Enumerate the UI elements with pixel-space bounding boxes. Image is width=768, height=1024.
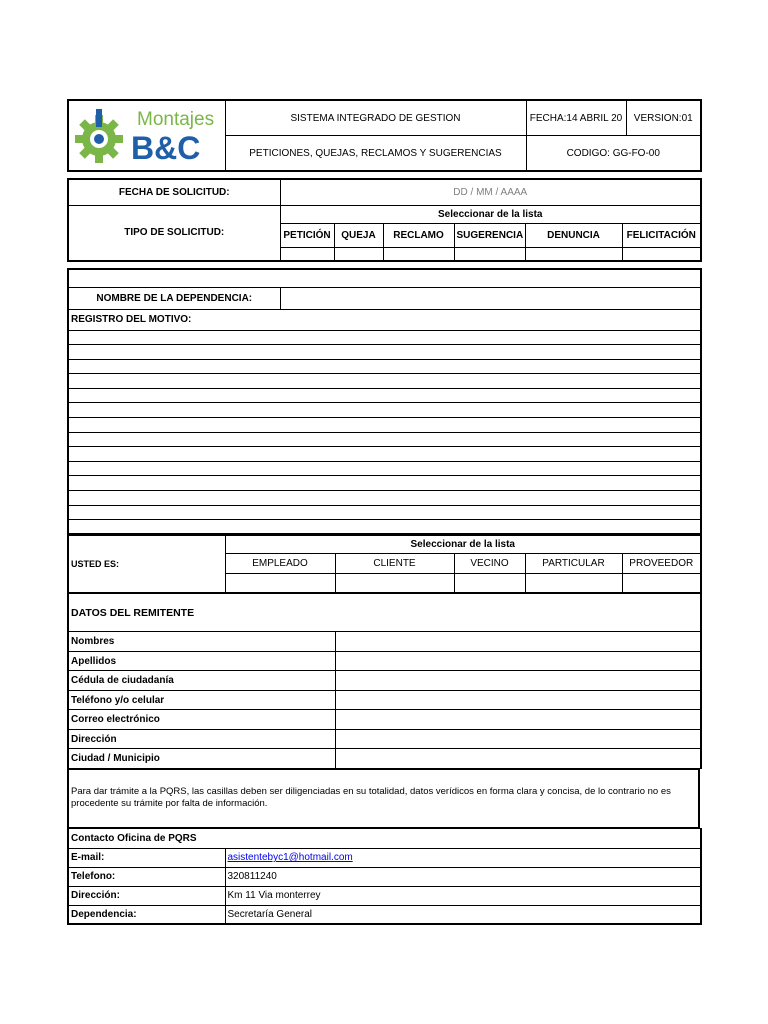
logo bbox=[68, 100, 225, 171]
remitente-table bbox=[67, 593, 702, 769]
motivo-line[interactable] bbox=[68, 418, 701, 433]
motivo-line[interactable] bbox=[68, 476, 701, 491]
motivo-label: REGISTRO DEL MOTIVO: bbox=[68, 309, 701, 330]
motivo-line[interactable] bbox=[68, 447, 701, 462]
tipo-option-peticion[interactable]: PETICIÓN bbox=[280, 223, 334, 247]
form-title: PETICIONES, QUEJAS, RECLAMOS Y SUGERENCIAS bbox=[225, 136, 526, 172]
tipo-check-felicitacion[interactable] bbox=[622, 247, 701, 261]
tipo-option-felicitacion[interactable]: FELICITACIÓN bbox=[622, 223, 701, 247]
header-table bbox=[67, 99, 702, 172]
contacto-direccion-value: Km 11 Via monterrey bbox=[225, 886, 701, 905]
remitente-field-label: Ciudad / Municipio bbox=[68, 749, 335, 769]
dependencia-table bbox=[67, 268, 702, 535]
usted-option-empleado[interactable]: EMPLEADO bbox=[225, 554, 335, 574]
remitente-field-label: Dirección bbox=[68, 729, 335, 749]
usted-check-empleado[interactable] bbox=[225, 574, 335, 593]
tipo-check-sugerencia[interactable] bbox=[454, 247, 525, 261]
motivo-line[interactable] bbox=[68, 432, 701, 447]
usted-check-particular[interactable] bbox=[525, 574, 622, 593]
remitente-field-label: Nombres bbox=[68, 632, 335, 652]
notice-text: Para dar trámite a la PQRS, las casillas deben ser diligenciadas en su totalidad, datos verídicos en forma clara y concisa, de lo contrario no es procedente su trámite por falta de información. bbox=[68, 769, 699, 827]
usted-check-vecino[interactable] bbox=[454, 574, 525, 593]
tipo-select-label: Seleccionar de la lista bbox=[280, 205, 701, 223]
dependencia-input[interactable] bbox=[280, 287, 701, 309]
motivo-line[interactable] bbox=[68, 520, 701, 535]
tipo-check-peticion[interactable] bbox=[280, 247, 334, 261]
usted-option-particular[interactable]: PARTICULAR bbox=[525, 554, 622, 574]
contacto-email-link[interactable]: asistentebyc1@hotmail.com bbox=[227, 852, 353, 864]
tipo-solicitud-label: TIPO DE SOLICITUD: bbox=[68, 205, 280, 261]
motivo-line[interactable] bbox=[68, 345, 701, 360]
remitente-field-input[interactable] bbox=[335, 632, 701, 652]
tipo-option-queja[interactable]: QUEJA bbox=[334, 223, 383, 247]
contacto-direccion-label: Dirección: bbox=[68, 886, 225, 905]
motivo-line[interactable] bbox=[68, 491, 701, 506]
contacto-email-label: E-mail: bbox=[68, 848, 225, 867]
motivo-line[interactable] bbox=[68, 374, 701, 389]
remitente-rows bbox=[68, 632, 701, 769]
motivo-line[interactable] bbox=[68, 388, 701, 403]
codigo-label: CODIGO: GG-FO-00 bbox=[526, 136, 701, 172]
usted-check-proveedor[interactable] bbox=[622, 574, 701, 593]
remitente-field-input[interactable] bbox=[335, 690, 701, 710]
gear-logo-icon bbox=[69, 101, 224, 167]
version-label: VERSION:01 bbox=[626, 100, 701, 136]
pqrs-form bbox=[67, 99, 700, 925]
spacer-row bbox=[68, 269, 701, 287]
tipo-option-reclamo[interactable]: RECLAMO bbox=[383, 223, 454, 247]
remitente-field-label: Apellidos bbox=[68, 651, 335, 671]
contacto-title: Contacto Oficina de PQRS bbox=[68, 828, 701, 848]
tipo-check-reclamo[interactable] bbox=[383, 247, 454, 261]
remitente-field-input[interactable] bbox=[335, 651, 701, 671]
usted-check-cliente[interactable] bbox=[335, 574, 454, 593]
remitente-field-label: Teléfono y/o celular bbox=[68, 690, 335, 710]
contacto-dependencia-label: Dependencia: bbox=[68, 905, 225, 924]
fecha-solicitud-label: FECHA DE SOLICITUD: bbox=[68, 179, 280, 205]
usted-select-label: Seleccionar de la lista bbox=[225, 536, 701, 554]
usted-option-vecino[interactable]: VECINO bbox=[454, 554, 525, 574]
remitente-title: DATOS DEL REMITENTE bbox=[68, 594, 701, 632]
logo-text-bottom: B&C bbox=[131, 130, 201, 166]
remitente-field-input[interactable] bbox=[335, 749, 701, 769]
motivo-lines[interactable] bbox=[68, 330, 701, 534]
solicitud-table bbox=[67, 178, 702, 262]
notice-table bbox=[67, 769, 700, 828]
fecha-version-date: FECHA:14 ABRIL 20 bbox=[526, 100, 626, 136]
tipo-check-denuncia[interactable] bbox=[525, 247, 622, 261]
usted-option-proveedor[interactable]: PROVEEDOR bbox=[622, 554, 701, 574]
tipo-check-queja[interactable] bbox=[334, 247, 383, 261]
remitente-field-input[interactable] bbox=[335, 729, 701, 749]
fecha-solicitud-input[interactable]: DD / MM / AAAA bbox=[280, 179, 701, 205]
motivo-line[interactable] bbox=[68, 359, 701, 374]
motivo-line[interactable] bbox=[68, 403, 701, 418]
logo-text-top: Montajes bbox=[137, 109, 215, 130]
contacto-telefono-value: 320811240 bbox=[225, 867, 701, 886]
remitente-field-input[interactable] bbox=[335, 710, 701, 730]
contacto-table bbox=[67, 828, 702, 926]
motivo-line[interactable] bbox=[68, 461, 701, 476]
tipo-option-sugerencia[interactable]: SUGERENCIA bbox=[454, 223, 525, 247]
motivo-line[interactable] bbox=[68, 330, 701, 345]
contacto-telefono-label: Telefono: bbox=[68, 867, 225, 886]
tipo-option-denuncia[interactable]: DENUNCIA bbox=[525, 223, 622, 247]
dependencia-label: NOMBRE DE LA DEPENDENCIA: bbox=[68, 287, 280, 309]
motivo-line[interactable] bbox=[68, 505, 701, 520]
usted-option-cliente[interactable]: CLIENTE bbox=[335, 554, 454, 574]
remitente-field-input[interactable] bbox=[335, 671, 701, 691]
remitente-field-label: Correo electrónico bbox=[68, 710, 335, 730]
system-title: SISTEMA INTEGRADO DE GESTION bbox=[225, 100, 526, 136]
usted-table bbox=[67, 535, 702, 593]
contacto-dependencia-value: Secretaría General bbox=[225, 905, 701, 924]
remitente-field-label: Cédula de ciudadanía bbox=[68, 671, 335, 691]
usted-label: USTED ES: bbox=[68, 536, 225, 593]
